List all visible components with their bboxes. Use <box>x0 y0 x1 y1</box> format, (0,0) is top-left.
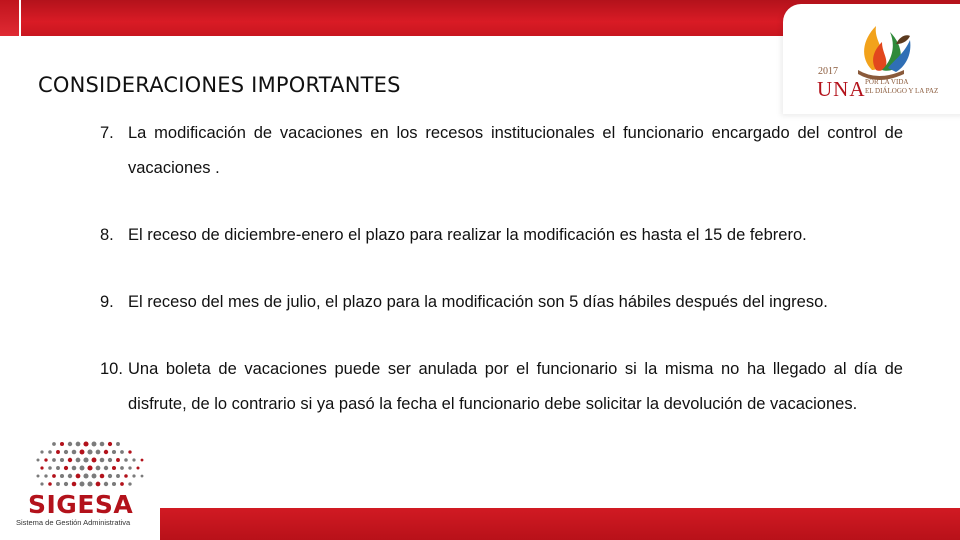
list-item <box>100 352 903 422</box>
list-item <box>100 218 903 253</box>
globe-dot <box>56 466 60 470</box>
item-text: El receso del mes de julio, el plazo para la modificación son 5 días hábiles después del ingreso. <box>128 293 828 311</box>
globe-dot <box>116 474 120 478</box>
item-number: 9. <box>100 293 114 311</box>
dot-globe-icon <box>28 438 158 494</box>
item-text: La modificación de vacaciones en los recesos institucionales el funcionario encargado del control de vacaciones . <box>128 124 903 177</box>
globe-dot <box>141 475 144 478</box>
globe-dot <box>100 458 105 463</box>
globe-dot <box>96 450 101 455</box>
globe-dot <box>96 466 101 471</box>
globe-dot <box>76 442 81 447</box>
globe-dot <box>108 442 112 446</box>
globe-dot <box>100 442 105 447</box>
globe-dot <box>72 466 77 471</box>
globe-dot <box>40 466 43 469</box>
globe-dot <box>92 442 97 447</box>
item-text: El receso de diciembre-enero el plazo para realizar la modificación es hasta el 15 de febrero. <box>128 226 807 244</box>
sigesa-name: SIGESA <box>28 490 134 519</box>
globe-dot <box>80 482 85 487</box>
globe-dot <box>108 458 112 462</box>
una-year: 2017 <box>818 66 838 77</box>
globe-dot <box>120 466 124 470</box>
globe-dot <box>80 466 85 471</box>
bottom-red-band <box>160 508 960 540</box>
band-left-segment <box>0 0 19 36</box>
globe-dot <box>116 458 120 462</box>
sigesa-subtitle: Sistema de Gestión Administrativa <box>16 518 131 527</box>
list-item <box>100 116 903 186</box>
globe-dot <box>76 458 81 463</box>
slide-title: CONSIDERACIONES IMPORTANTES <box>38 73 401 97</box>
item-number: 7. <box>100 124 114 142</box>
globe-dot <box>48 466 52 470</box>
globe-dot <box>87 449 92 454</box>
globe-dot <box>60 474 64 478</box>
considerations-list <box>100 116 903 422</box>
globe-dot <box>36 458 39 461</box>
globe-dot <box>132 458 135 461</box>
globe-dot <box>104 450 108 454</box>
globe-dot <box>52 442 56 446</box>
globe-dot <box>72 450 77 455</box>
globe-dot <box>92 458 97 463</box>
globe-dot <box>60 458 64 462</box>
globe-dot <box>44 474 47 477</box>
globe-dot <box>128 482 131 485</box>
globe-dot <box>36 474 39 477</box>
globe-dot <box>128 466 131 469</box>
item-text: Una boleta de vacaciones puede ser anulada por el funcionario si la misma no ha llegado al día de disfrute, de lo contrario si ya pasó la fecha el funcionario debe solicitar la devolución de vacaciones. <box>128 360 903 413</box>
band-divider <box>19 0 21 36</box>
globe-dot <box>64 466 68 470</box>
globe-dot <box>112 482 116 486</box>
globe-dot <box>132 474 135 477</box>
item-number: 8. <box>100 226 114 244</box>
una-name: UNA <box>817 77 866 101</box>
globe-dot <box>120 482 124 486</box>
globe-dot <box>56 450 60 454</box>
globe-dot <box>92 474 97 479</box>
globe-dot <box>72 482 77 487</box>
globe-dot <box>68 458 72 462</box>
globe-dot <box>100 474 105 479</box>
una-slogan-line2: EL DIÁLOGO Y LA PAZ <box>865 87 939 95</box>
globe-dot <box>68 442 72 446</box>
globe-dot <box>104 482 108 486</box>
globe-dot <box>56 482 60 486</box>
globe-dot <box>60 442 64 446</box>
globe-dot <box>48 450 52 454</box>
globe-dot <box>112 466 116 470</box>
list-item <box>100 285 903 320</box>
globe-dot <box>87 465 92 470</box>
globe-dot <box>64 482 68 486</box>
globe-dot <box>104 466 108 470</box>
globe-dot <box>76 474 81 479</box>
globe-dot <box>83 473 88 478</box>
globe-dot <box>124 458 128 462</box>
globe-dot <box>52 458 56 462</box>
globe-dot <box>141 459 144 462</box>
globe-dot <box>52 474 56 478</box>
globe-dot <box>68 474 72 478</box>
globe-dot <box>136 466 139 469</box>
globe-dot <box>108 474 112 478</box>
globe-dot <box>83 441 88 446</box>
globe-dot <box>48 482 52 486</box>
item-number: 10. <box>100 360 123 378</box>
globe-dot <box>40 450 43 453</box>
globe-dot <box>96 482 101 487</box>
globe-dot <box>124 474 128 478</box>
globe-dot <box>80 450 85 455</box>
globe-dot <box>44 458 47 461</box>
una-slogan-line1: POR LA VIDA <box>865 78 909 86</box>
globe-dot <box>128 450 131 453</box>
globe-dot <box>87 481 92 486</box>
globe-dot <box>40 482 43 485</box>
globe-dot <box>112 450 116 454</box>
globe-dot <box>64 450 68 454</box>
globe-dot <box>83 457 88 462</box>
globe-dot <box>120 450 124 454</box>
globe-dot <box>116 442 120 446</box>
